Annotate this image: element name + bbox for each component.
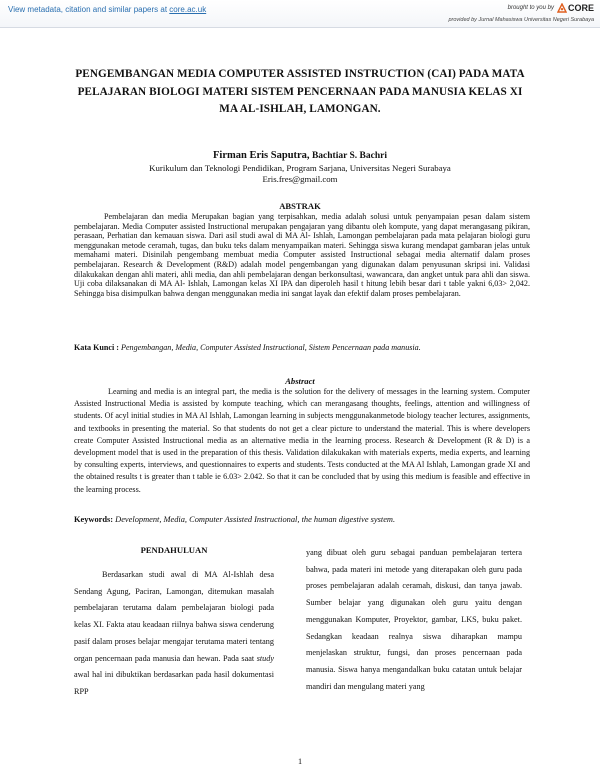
core-metadata-text: View metadata, citation and similar papers at [8,5,170,14]
intro-paragraph-right: yang dibuat oleh guru sebagai panduan pembelajaran tertera bahwa, pada materi ini metode yang diterapakan oleh guru pada proses pembelajaran adalah ceramah, diskusi, dan tanya jawab. Sumber belajar yang digunakan oleh guru yaitu dengan menggunakan Komputer, Proyektor, gambar, LKS, buku paket. Sedangkan keadaan realnya siswa diharapkan mampu menjelaskan struktur, fungsi, dan proses pencernaan pada manusia. Siswa hanya mengandalkan buku catatan untuk belajar mandiri dan mengulang materi yang [306,548,522,691]
kata-kunci [74,343,534,352]
core-metadata-notice [8,5,206,14]
core-logo-icon [557,3,567,13]
abstrak-heading: ABSTRAK [279,201,321,211]
core-provider-text: provided by Jurnal Mahasiswa Universitas Negeri Surabaya [448,17,594,23]
abstract-heading: Abstract [285,376,315,386]
paper-title [60,66,540,119]
keywords-value: Development, Media, Computer Assisted Instructional, the human digestive system. [115,515,396,524]
intro-text-italic: study [256,653,275,663]
page-number: 1 [297,757,303,766]
affiliation: Kurikulum dan Teknologi Pendidikan, Program Sarjana, Universitas Negeri Surabaya [149,163,451,173]
core-logo-text: CORE [567,3,594,13]
title-line-3: MA AL-ISHLAH, LAMONGAN. [219,103,381,115]
kata-kunci-label: Kata Kunci : [74,343,119,352]
body-column-right [306,545,522,695]
keywords-label: Keywords: [74,515,114,524]
core-header-bar [0,0,600,28]
author-email: Eris.fres@gmail.com [262,174,338,184]
intro-text-after: awal hal ini dibuktikan berdasarkan pada hasil dokumentasi RPP [74,670,274,696]
section-heading-pendahuluan: PENDAHULUAN [140,545,208,555]
author-main: Firman Eris Saputra, [213,150,310,161]
intro-paragraph-left [74,567,274,701]
core-logo [557,3,594,13]
core-branding[interactable] [508,3,594,13]
brought-to-you-text: brought to you by [507,5,554,11]
title-line-2: PELAJARAN BIOLOGI MATERI SISTEM PENCERNAAN PADA MANUSIA KELAS XI [77,85,523,98]
authors [60,150,540,162]
keywords [74,515,534,524]
body-column-left [74,545,274,709]
author-co: Bachtiar S. Bachri [311,151,387,161]
kata-kunci-value: Pengembangan, Media, Computer Assisted Instructional, Sistem Pencernaan pada manusia. [121,343,421,352]
core-link[interactable]: core.ac.uk [169,5,207,14]
title-line-1: PENGEMBANGAN MEDIA COMPUTER ASSISTED INSTRUCTION (CAI) PADA MATA [75,68,525,80]
abstrak-text: Pembelajaran dan media Merupakan bagian yang terpisahkan, media adalah solusi untuk penyampaian pesan dalam sistem pembelajaran. Media Computer assisted Instructional merupakan pengajaran yang dibantu oleh kompute, yang dapat merangasang pikiran, perasaan, Perhatian dan kemauan siswa. Dari asil studi awal di MA Al- Ishlah, Lamongan pembelajaran pada mata pelajaran biologi guru menggunakan metode ceramah, tugas, dan buku teks dalam menyampaikan materi. Sehingga siswa kurang mendapat gambaran jelas untuk memahami materi. Disinilah pengembang membuat media Computer assisted Instructional sebagai media alternatif dalam proses pembelajaran. Research & Development (R&D) adalah model pengembangan yang digunakan dalam penyusunan skripsi ini. Validasi dilakukakan dengan ahli materi, ahli media, dan ahli pembelajaran dengan berkonsultasi, wawancara, dan angket untuk para ahli dan siswa. Uji coba dilaksanakan di MA Al- Ishlah, Lamongan kelas XI IPA dan diperoleh hasil t hitung lebih besar dari t table yakni 6,03> 2,042. Sehingga bisa disimpulkan bahwa dengan menggunakan media ini sangat layak dan efektif dalam proses pembelajaran. [74,212,530,298]
abstract-text: Learning and media is an integral part, the media is the solution for the delivery of messages in the learning system. Computer Assisted Instructional Media is assisted by kompute teaching, which can merangasang thoughts, feelings, attention and willingness of students. Of acyl initial studies in MA Al Ishlah, Lamongan learning in subjects menggunakanmetode biology teacher lectures, assignments, and textbooks in presenting the material. So that students do not get a clear picture to understand the material. This is where developers create Computer Assisted Instructional media as an alternative media in the learning process. Research & Development (R & D) is a development model that is used in the preparation of this thesis. Validation dilakukakan with materials experts, media experts, and learning by consulting experts, interviews, and questionnaires to experts and students. Tests conducted at the MA Al Ishlah, Lamongan grade XI and the obtained results t is greater than t table ie 6.03> 2.042. So that it can be concluded that by using this medium is feasible and effective in the learning process. [74,387,530,494]
intro-text-before: Berdasarkan studi awal di MA Al-Ishlah desa Sendang Agung, Paciran, Lamongan, ditemukan masalah pembelajaran terutama dalam pembelajaran biologi pada kelas XI. Fakta atau keadaan riilnya bahwa siswa cenderung pasif dalam proses belajar mengajar terutama materi tentang organ pencernaan pada manusia dan hewan. Pada saat [74,570,274,663]
